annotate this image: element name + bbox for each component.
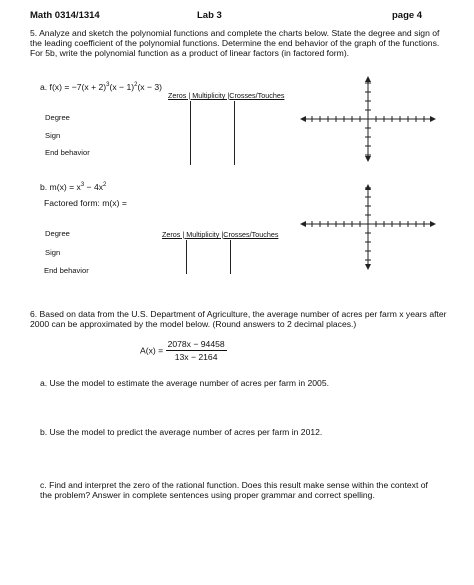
- table-b-header: Zeros | Multiplicity |Crosses/Touches: [162, 230, 279, 239]
- formula-numerator: 2078x − 94458: [167, 339, 225, 349]
- q5b-function: b. $m(x) = x^3 - 4x^2$: [40, 181, 107, 192]
- q5-intro: 5. Analyze and sketch the polynomial functions and complete the charts below. State the degree and sign of the leading coefficient of the polynomial functions. Determine the end behavior of the graph of the functions. For 5b, write the polynomial function as a product of linear factors (in factored form).: [30, 28, 440, 58]
- table-b-divider-1: [186, 240, 187, 274]
- q6a-question: a. Use the model to estimate the average number of acres per farm in 2005.: [40, 378, 329, 388]
- q5b-degree-label: Degree: [45, 229, 70, 238]
- q5a-coordinate-axes: [298, 76, 438, 162]
- table-a-header: Zeros | Multiplicity |Crosses/Touches: [168, 91, 285, 100]
- formula-denominator: 13x − 2164: [174, 352, 218, 362]
- table-a-divider-2: [234, 101, 235, 165]
- q6b-question: b. Use the model to predict the average number of acres per farm in 2012.: [40, 427, 323, 437]
- page-number: page 4: [392, 10, 423, 21]
- q6c-question: c. Find and interpret the zero of the rational function. Does this result make sense within the context of the problem? Answer in complete sentences using proper grammar and correct spelling.: [40, 480, 428, 500]
- q5a-sign-label: Sign: [45, 131, 61, 140]
- q6-intro: 6. Based on data from the U.S. Department of Agriculture, the average number of acres per farm x years after 2000 can be approximated by the model below. (Round answers to 2 decimal places.): [30, 309, 447, 329]
- course-title: Math 0314/1314: [30, 10, 100, 21]
- q6-formula: A(x) = $\frac{2078x - 94458}{13x - 2164}$: [140, 339, 225, 362]
- q5b-end-behavior-label: End behavior: [44, 266, 89, 275]
- table-b-divider-2: [230, 240, 231, 274]
- q5a-function: a. $f(x) = -7(x + 2)^3(x - 1)^2(x - 3)$: [40, 81, 163, 92]
- q5b-factored-form: Factored form: m(x) =: [44, 198, 127, 208]
- q5b-coordinate-axes: [298, 184, 438, 270]
- q5a-end-behavior-label: End behavior: [45, 148, 90, 157]
- q5a-degree-label: Degree: [45, 113, 70, 122]
- table-a-divider-1: [190, 101, 191, 165]
- q5b-sign-label: Sign: [45, 248, 61, 257]
- lab-title: Lab 3: [197, 10, 222, 21]
